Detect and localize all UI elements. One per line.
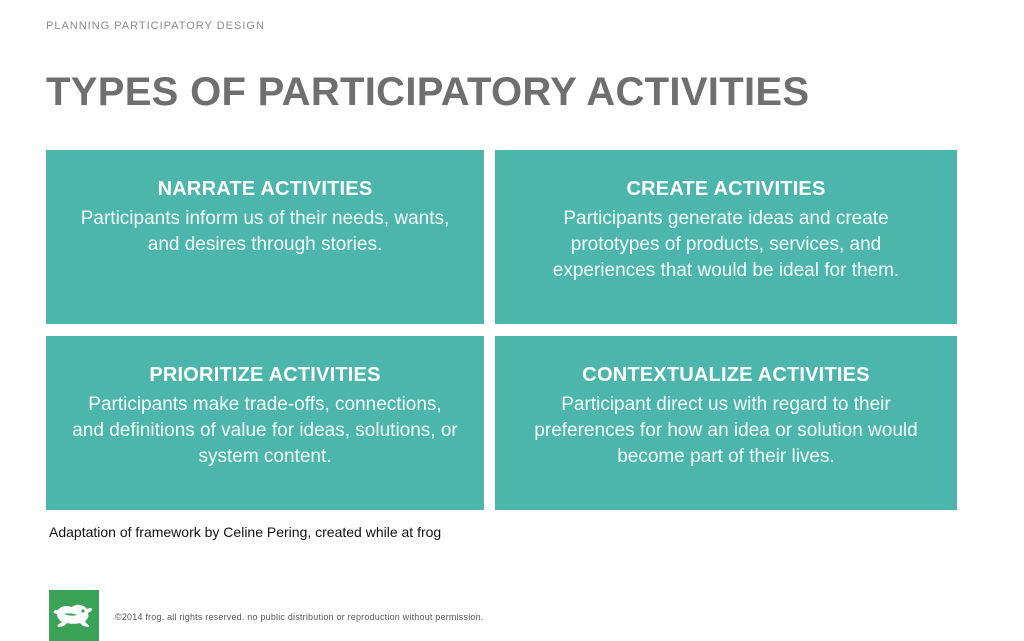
card-heading: CREATE ACTIVITIES [626,178,826,200]
card-heading: CONTEXTUALIZE ACTIVITIES [582,364,870,386]
card-heading: PRIORITIZE ACTIVITIES [149,364,381,386]
page-title: TYPES OF PARTICIPATORY ACTIVITIES [46,70,810,114]
attribution-caption: Adaptation of framework by Celine Pering, created while at frog [49,524,442,540]
card-body: Participant direct us with regard to their preferences for how an idea or solution would become part of their lives. [534,394,918,467]
card-body: Participants make trade-offs, connections, and definitions of value for ideas, solutions, or system content. [72,394,458,467]
card-narrate-activities [46,150,484,324]
copyright-notice: ©2014 frog. all rights reserved. no public distribution or reproduction without permission. [115,612,484,622]
frog-icon [49,590,99,641]
card-prioritize-activities [46,336,484,510]
card-body: Participants generate ideas and create prototypes of products, services, and experiences that would be ideal for them. [552,208,900,281]
card-create-activities [495,150,957,324]
frog-logo [49,590,99,641]
card-body: Participants inform us of their needs, wants, and desires through stories. [80,208,450,255]
card-contextualize-activities [495,336,957,510]
section-label: PLANNING PARTICIPATORY DESIGN [46,20,265,32]
card-heading: NARRATE ACTIVITIES [157,178,373,200]
